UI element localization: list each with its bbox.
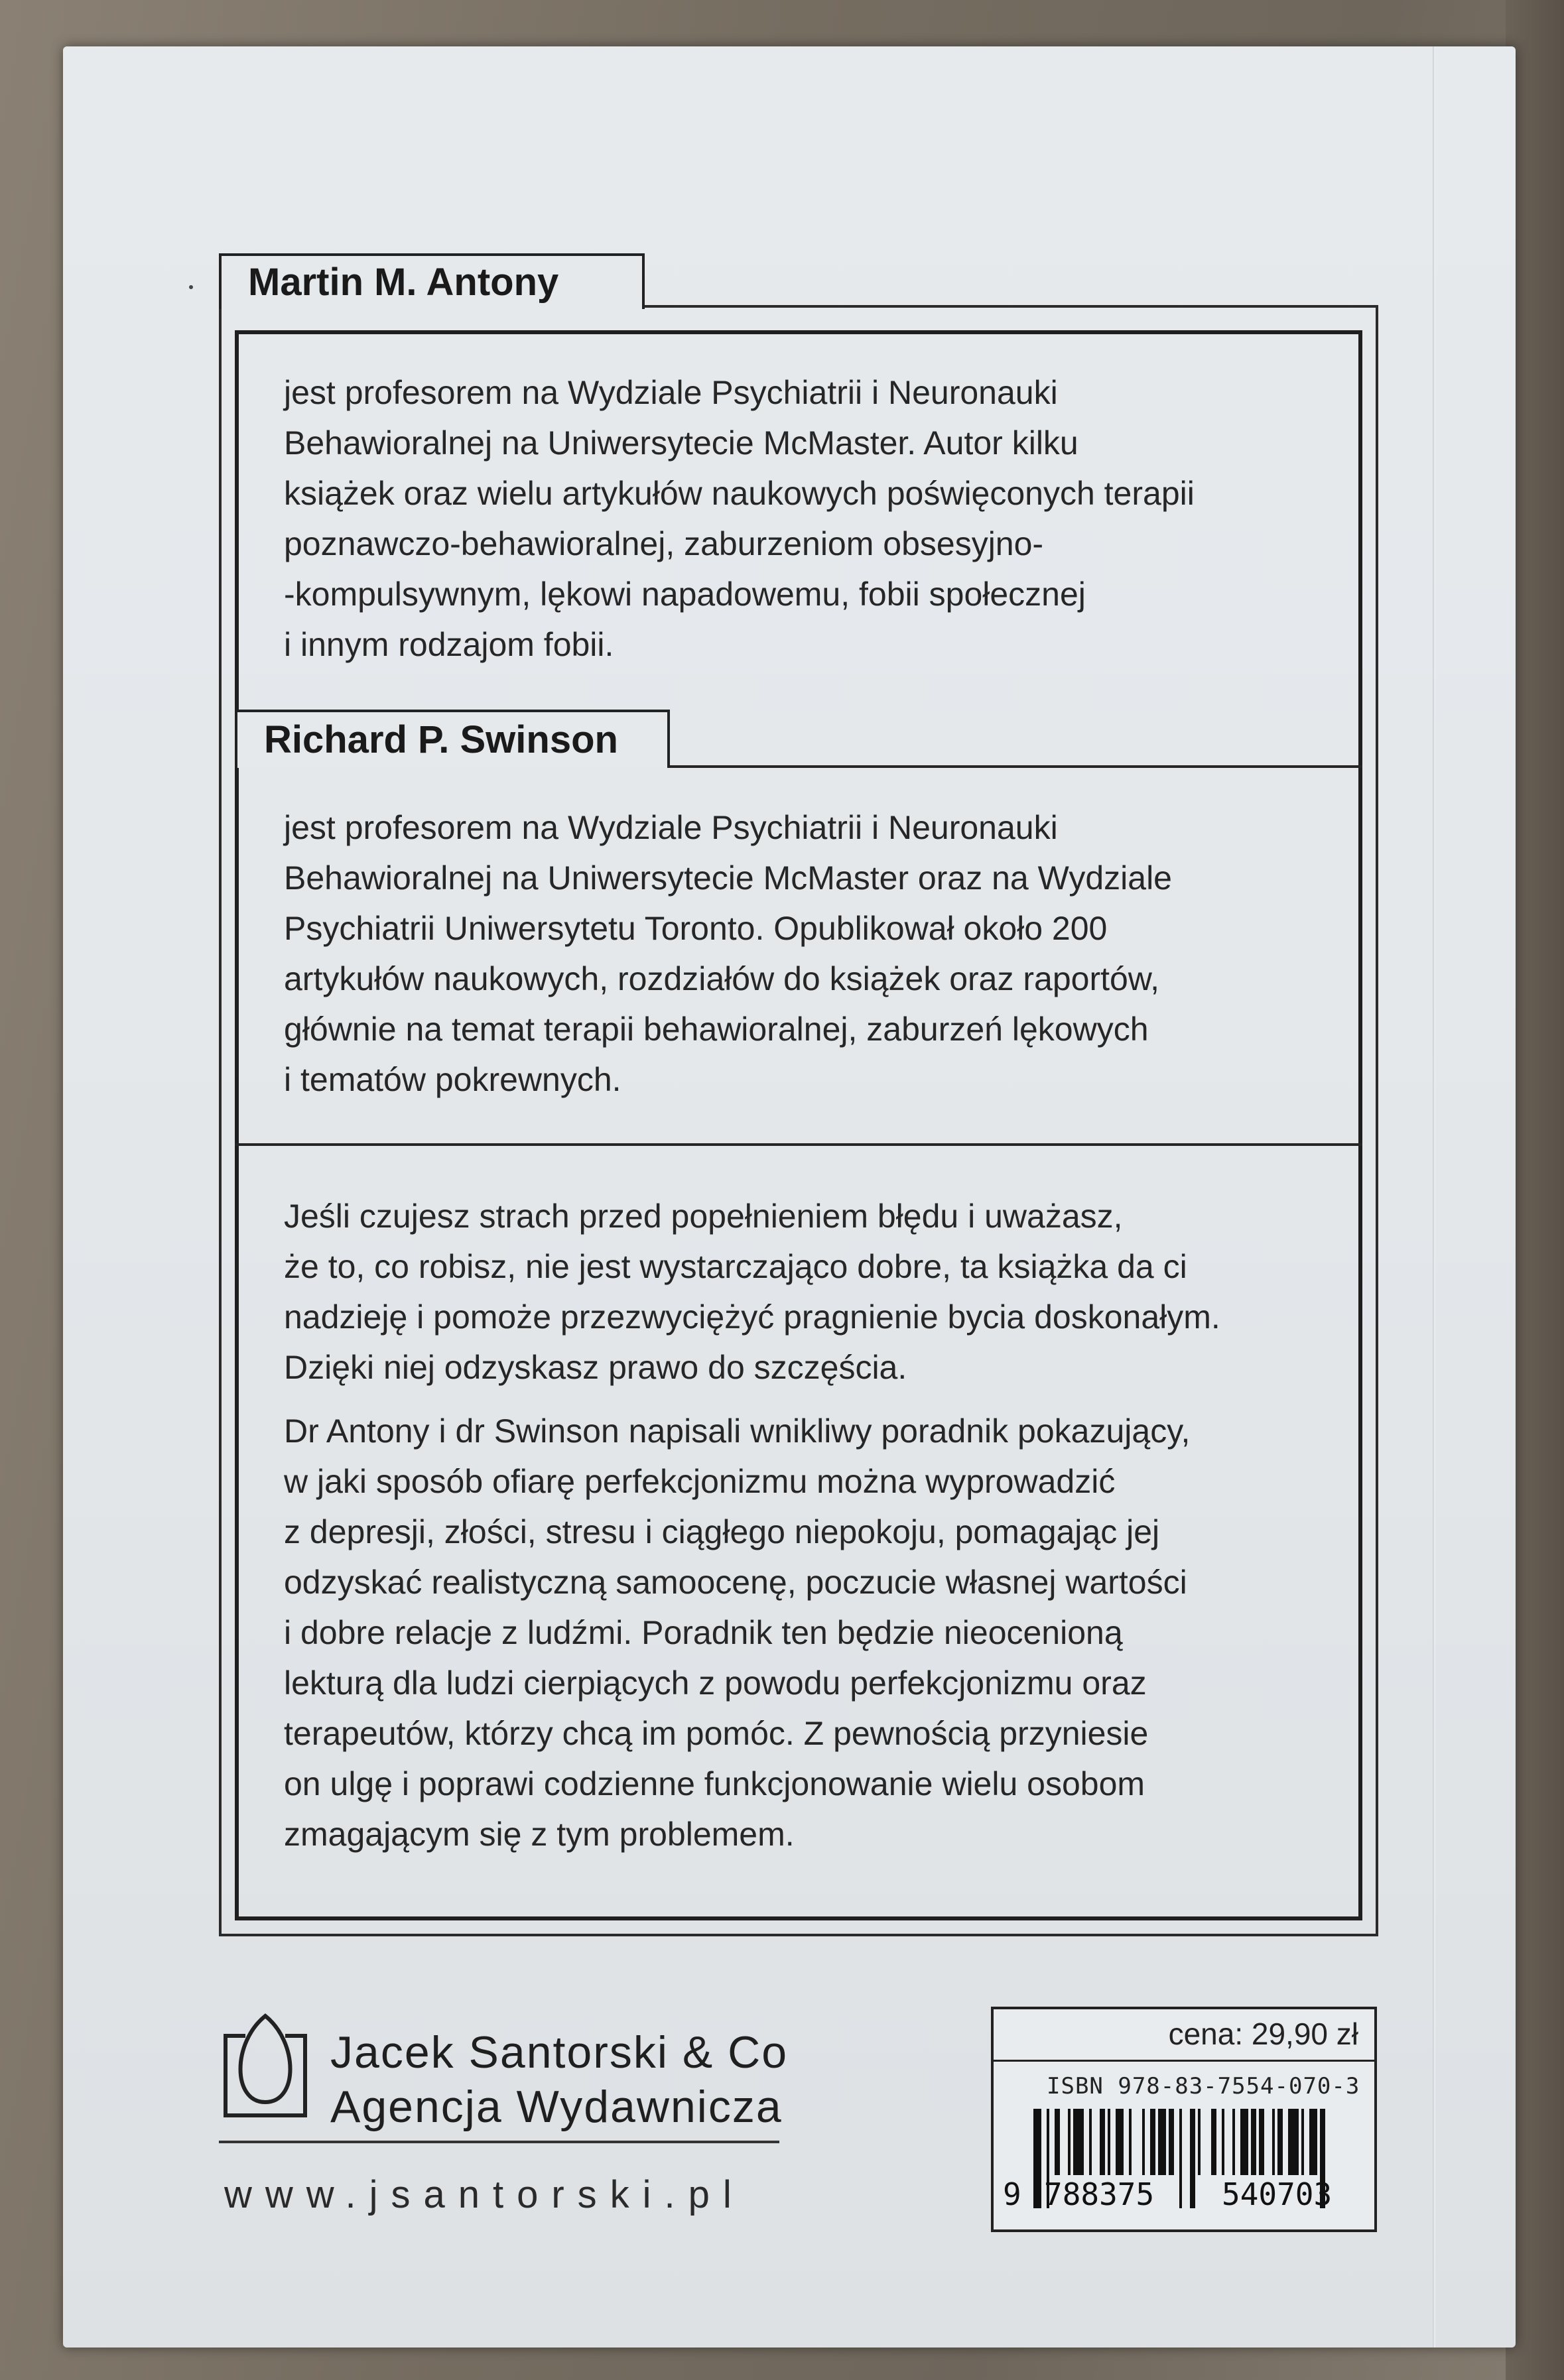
- barcode-bar: [1272, 2109, 1275, 2175]
- barcode-bar: [1259, 2109, 1264, 2175]
- publisher-name: Jacek Santorski & Co: [330, 2027, 789, 2078]
- author1-bio: jest profesorem na Wydziale Psychiatrii i Neuronauki Behawioralnej na Uniwersytecie McMaster. Autor kilku książek oraz wielu artykułów naukowych poświęconych terapii poznawczo-behawioralnej, zaburzeniom obsesyjno- -kompulsywnym, lękowi napadowemu, fobii społecznej i innym rodzajom fobii.: [284, 374, 1195, 663]
- author1-name-tab: [219, 253, 645, 309]
- publisher-logo-icon: [219, 2009, 312, 2122]
- author2-name-tab: [235, 710, 670, 768]
- book-spine-crease: [1433, 46, 1435, 2348]
- barcode-bar: [1100, 2109, 1105, 2175]
- barcode-bar: [1033, 2109, 1041, 2208]
- barcode-bar: [1309, 2109, 1317, 2175]
- barcode-bar: [1129, 2109, 1132, 2175]
- barcode-bar: [1190, 2109, 1195, 2208]
- barcode-bar: [1108, 2109, 1110, 2175]
- print-speck: [189, 285, 193, 289]
- barcode-digits-right: 540703: [1222, 2176, 1333, 2212]
- price-label: cena: 29,90 zł: [1168, 2017, 1358, 2051]
- barcode-bar: [1288, 2109, 1299, 2175]
- isbn-label: ISBN 978-83-7554-070-3: [1047, 2073, 1360, 2099]
- author2-bio: jest profesorem na Wydziale Psychiatrii i Neuronauki Behawioralnej na Uniwersytecie McMaster oraz na Wydziale Psychiatrii Uniwersytetu Toronto. Opublikował około 200 artykułów naukowych, rozdziałów do książek oraz raportów, głównie na temat terapii behawioralnej, zaburzeń lękowych i tematów pokrewnych.: [284, 809, 1172, 1098]
- author2-name: Richard P. Swinson: [264, 718, 618, 761]
- barcode-panel: [991, 2007, 1377, 2232]
- blurb-paragraph-1: Jeśli czujesz strach przed popełnieniem błędu i uważasz, że to, co robisz, nie jest wystarczająco dobre, ta książka da ci nadzieję i pomoże przezwyciężyć pragnienie bycia doskonałym. Dzięki niej odzyskasz prawo do szczęścia.: [284, 1198, 1220, 1386]
- barcode-bar: [1169, 2109, 1174, 2175]
- barcode-bar: [1073, 2109, 1084, 2175]
- barcode-bar: [1222, 2109, 1224, 2175]
- barcode-bar: [1068, 2109, 1071, 2175]
- publisher-rule: [219, 2141, 779, 2143]
- section-divider-2: [235, 1143, 1362, 1146]
- barcode-digits-left: 788375: [1044, 2176, 1155, 2212]
- barcode-bar: [1116, 2109, 1124, 2175]
- barcode-bar: [1179, 2109, 1182, 2208]
- barcode-bar: [1277, 2109, 1283, 2175]
- publisher-website: www.jsantorski.pl: [224, 2173, 745, 2216]
- barcode-bar: [1211, 2109, 1216, 2175]
- barcode-bar: [1251, 2109, 1256, 2175]
- barcode-bar: [1142, 2109, 1145, 2175]
- barcode-bar: [1055, 2109, 1060, 2175]
- barcode-digit-first: 9: [1003, 2176, 1021, 2212]
- barcode-bar: [1089, 2109, 1092, 2175]
- barcode-bar: [1150, 2109, 1155, 2175]
- price-rule: [994, 2060, 1374, 2062]
- barcode-bar: [1198, 2109, 1201, 2175]
- barcode-bar: [1240, 2109, 1248, 2175]
- barcode-bar: [1158, 2109, 1166, 2175]
- blurb-paragraph-2: Dr Antony i dr Swinson napisali wnikliwy poradnik pokazujący, w jaki sposób ofiarę perfekcjonizmu można wyprowadzić z depresji, złości, stresu i ciągłego niepokoju, pomagając jej odzyskać realistyczną samoocenę, poczucie własnej wartości i dobre relacje z ludźmi. Poradnik ten będzie nieocenioną lekturą dla ludzi cierpiących z powodu perfekcjonizmu oraz terapeutów, którzy chcą im pomóc. Z pewnością przyniesie on ulgę i poprawi codzienne funkcjonowanie wielu osobom zmagającym się z tym problemem.: [284, 1412, 1191, 1853]
- barcode-bar: [1232, 2109, 1235, 2175]
- publisher-subtitle: Agencja Wydawnicza: [330, 2082, 783, 2132]
- barcode-bar: [1301, 2109, 1304, 2175]
- author1-name: Martin M. Antony: [248, 261, 559, 304]
